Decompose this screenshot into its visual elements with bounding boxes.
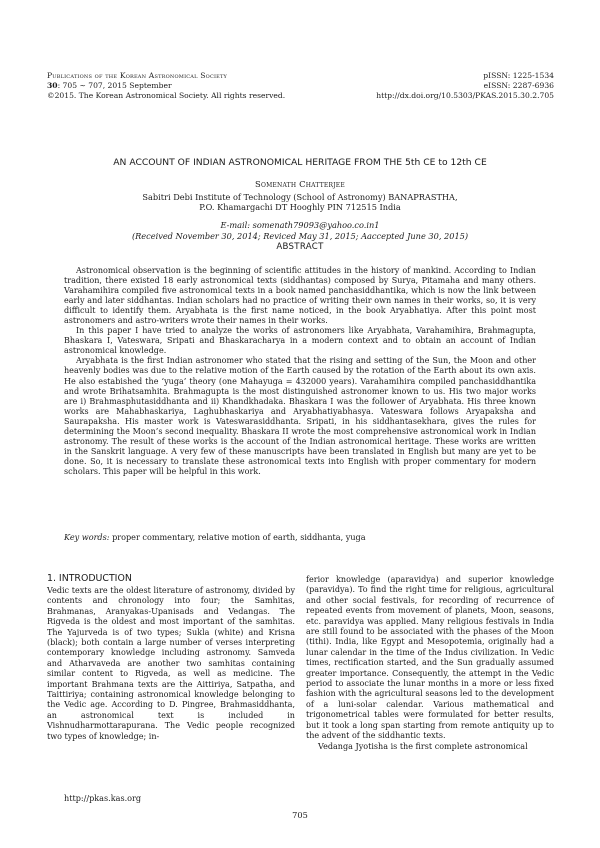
- keywords: [64, 532, 536, 542]
- affiliation-line-2: P.O. Khamargachi DT Hooghly PIN 712515 India: [199, 202, 401, 213]
- abstract-paragraph-1: Astronomical observation is the beginning of scientific attitudes in the history of mankind. According to Indian tradition, there existed 18 early astronomical texts (siddhantas) composed by Surya, Pitamaha and many others. Varahamihira compiled five astronomical texts in a book named panchasiddhantika, which is now the link between early and later siddhantas. Indian scholars had no practice of writing their own names in their works, so, it is very difficult to identify them. Aryabhata is the first name noticed, in the book Aryabhatiya. After this point most astronomers and astro-writers wrote their names in their works.: [64, 266, 536, 326]
- section-heading-introduction: 1. INTRODUCTION: [47, 573, 132, 584]
- abstract-paragraph-2: In this paper I have tried to analyze the works of astronomers like Aryabhata, Varahamihira, Brahmagupta, Bhaskara I, Vateswara, Sripati and Bhaskaracharya in a modern context and to obtain an account of Indian astronomical knowledge.: [64, 326, 536, 356]
- paper-title: AN ACCOUNT OF INDIAN ASTRONOMICAL HERITAGE FROM THE 5th CE to 12th CE: [113, 157, 487, 168]
- received-dates: (Received November 30, 2014; Reviced May 31, 2015; Aaccepted June 30, 2015): [131, 231, 469, 241]
- page-number: 705: [292, 810, 308, 820]
- journal-name: Publications of the Korean Astronomical Society: [47, 71, 228, 80]
- journal-header-right: [294, 71, 554, 101]
- intro-paragraph-1: Vedic texts are the oldest literature of astronomy, divided by contents and chronology into four; the Samhitas, Brahmanas, Aranyakas-Upanisads and Vedangas. The Rigveda is the oldest and most important of the samhitas. The Yajurveda is of two types; Sukla (white) and Krisna (black); both contain a large number of verses interpreting contemporary knowledge including astronomy. Samveda and Atharvaveda are another two samhitas containing similar content to Rigveda, as well as medicine. The important Brahmana texts are the Aittiriya, Satpatha, and Taittiriya; containing astronomical knowledge belonging to the Vedic age. According to D. Pingree, Brahmasiddhanta, an astronomical text is included in Vishnudharmottarapurana. The Vedic people recognized two types of knowledge; in-: [47, 586, 295, 741]
- keywords-list: proper commentary, relative motion of earth, siddhanta, yuga: [112, 532, 366, 542]
- email[interactable]: E-mail: somenath79093@yahoo.co.in1: [220, 220, 380, 230]
- intro-paragraph-1-continued: ferior knowledge (aparavidya) and superior knowledge (paravidya). To find the right time for religious, agricultural and other social festivals, for recording of recurrence of repeated events from movement of planets, Moon, seasons, etc. paravidya was applied. Many religious festivals in India are still found to be associated with the phases of the Moon (tithi). India, like Egypt and Mesopotemia, originally had a lunar calendar in the time of the Indus civilization. In Vedic times, rectification started, and the Sun gradually assumed greater importance. Consequently, the attempt in the Vedic period to associate the lunar months in a more or less fixed fashion with the agricultural seasons led to the development of a luni-solar calendar. Various mathematical and trigonometrical tables were formulated for better results, but it took a long span starting from remote antiquity up to the advent of the siddhantic texts.: [306, 575, 554, 741]
- affiliation: [40, 192, 560, 213]
- abstract-paragraph-3: Aryabhata is the first Indian astronomer who stated that the rising and setting of the Sun, the Moon and other heavenly bodies was due to the relative motion of the Earth caused by the rotation of the Earth about its own axis. He also estabished the ‘yuga’ theory (one Mahayuga = 432000 years). Varahamihira compiled panchasiddhantika and wrote Brihatsamhita. Brahmagupta is the most distinguished astronomer known to us. His two major works are i) Brahmasphutasiddhanta and ii) Khandkhadaka. Bhaskara I was the follower of Aryabhata. His three known works are Mahabhaskariya, Laghubhaskariya and Aryabhatiyabhasya. Vateswara follows Aryapaksha and Saurapaksha. His master work is Vateswarasiddhanta. Sripati, in his siddhantasekhara, gives the rules for determining the Moon’s second inequality. Bhaskara II wrote the most comprehensive astronomical work in Indian astronomy. The result of these works is the account of the Indian astronomical heritage. These works are written in the Sanskrit language. A very few of these manuscripts have been translated in English but many are yet to be done. So, it is necessary to translate these astronomical texts into English with proper commentary for modern scholars. This paper will be helpful in this work.: [64, 356, 536, 476]
- abstract-heading: ABSTRACT: [276, 242, 324, 252]
- pissn: pISSN: 1225-1534: [483, 71, 554, 80]
- column-right: [306, 575, 554, 752]
- doi-link[interactable]: http://dx.doi.org/10.5303/PKAS.2015.30.2.705: [376, 91, 554, 100]
- copyright-line: ©2015. The Korean Astronomical Society. All rights reserved.: [47, 91, 286, 100]
- intro-paragraph-2: Vedanga Jyotisha is the first complete astronomical: [318, 741, 528, 751]
- eissn: eISSN: 2287-6936: [483, 81, 554, 90]
- affiliation-line-1: Sabitri Debi Institute of Technology (School of Astronomy) BANAPRASTHA,: [142, 192, 458, 202]
- author-name: Somenath Chatterjee: [255, 179, 345, 189]
- pages-date: : 705 ∼ 707, 2015 September: [57, 81, 172, 90]
- column-left: [47, 586, 295, 742]
- keywords-label: Key words:: [64, 532, 110, 542]
- journal-url[interactable]: http://pkas.kas.org: [64, 793, 142, 803]
- volume-number: 30: [47, 81, 58, 90]
- abstract-body: [64, 266, 536, 477]
